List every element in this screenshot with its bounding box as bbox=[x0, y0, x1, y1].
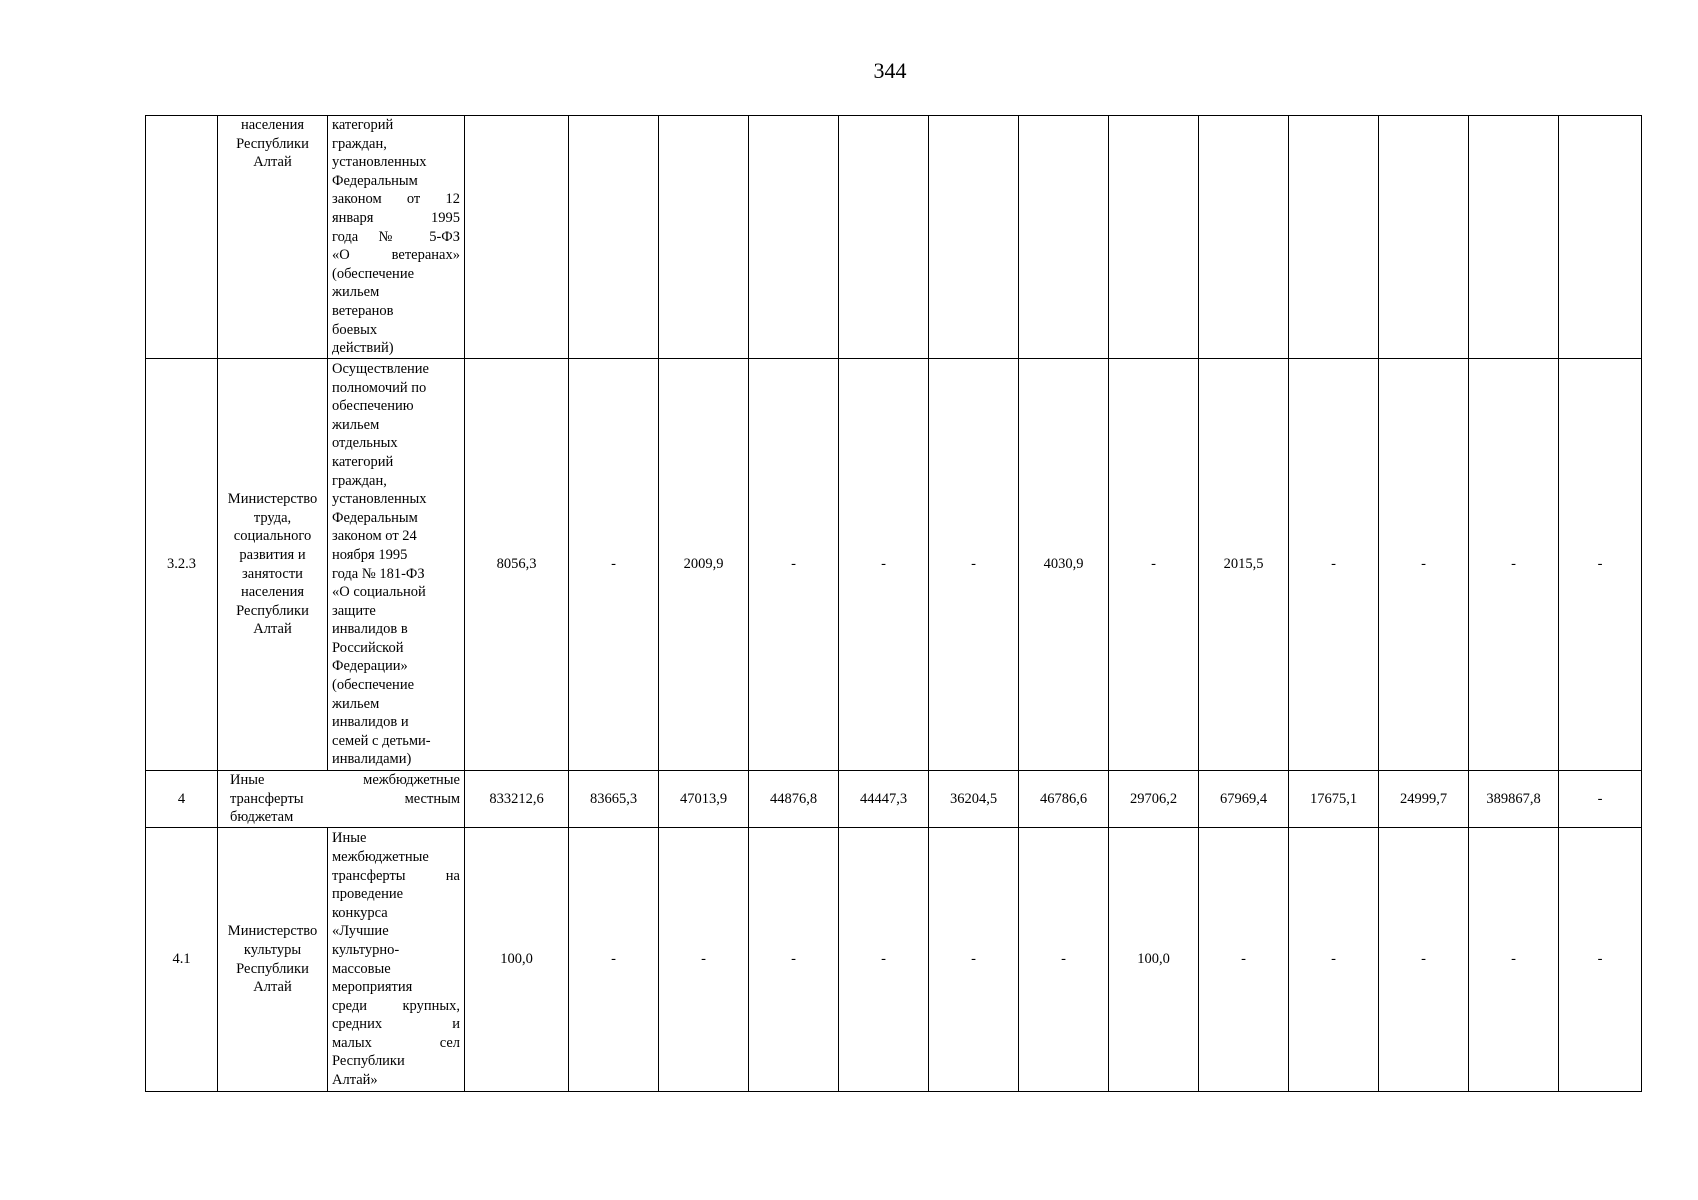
value-cell bbox=[659, 116, 749, 359]
description-line: культурно- bbox=[332, 941, 400, 958]
description-line: граждан, bbox=[332, 472, 387, 489]
value-cell: - bbox=[749, 359, 839, 771]
value-cell bbox=[1289, 116, 1379, 359]
value-cell: 833212,6 bbox=[465, 771, 569, 828]
row-number-cell: 4 bbox=[146, 771, 218, 828]
value-cell: 44447,3 bbox=[839, 771, 929, 828]
value-cell: - bbox=[569, 828, 659, 1092]
description-line: законом от 24 bbox=[332, 528, 417, 545]
description-line: жильем bbox=[332, 284, 380, 301]
value-cell: - bbox=[749, 828, 839, 1092]
description-line: инвалидов в bbox=[332, 621, 408, 638]
organization-cell: Министерство культуры Республики Алтай bbox=[218, 828, 328, 1092]
description-line: года № 181-ФЗ bbox=[332, 565, 425, 582]
description-line: жильем bbox=[332, 416, 380, 433]
value-cell bbox=[1559, 116, 1642, 359]
description-line: (обеспечение bbox=[332, 677, 415, 694]
value-cell bbox=[929, 116, 1019, 359]
description-line: действий) bbox=[332, 340, 394, 357]
description-line: трансферты на bbox=[332, 867, 460, 884]
value-cell: - bbox=[1469, 359, 1559, 771]
value-cell bbox=[1109, 116, 1199, 359]
value-cell: - bbox=[1559, 359, 1642, 771]
description-line: бюджетам bbox=[230, 809, 294, 826]
description-line: «О ветеранах» bbox=[332, 247, 460, 264]
value-cell: - bbox=[1289, 828, 1379, 1092]
description-line: Осуществление bbox=[332, 360, 429, 377]
value-cell bbox=[839, 116, 929, 359]
value-cell: - bbox=[659, 828, 749, 1092]
value-cell: - bbox=[929, 359, 1019, 771]
description-line: категорий bbox=[332, 117, 394, 133]
description-line: мероприятия bbox=[332, 979, 413, 996]
value-cell: - bbox=[1289, 359, 1379, 771]
value-cell: - bbox=[1559, 771, 1642, 828]
description-line: установленных bbox=[332, 491, 427, 508]
description-line: Иные межбюджетные bbox=[230, 772, 460, 789]
description-line: конкурса bbox=[332, 904, 388, 921]
description-line: полномочий по bbox=[332, 379, 427, 396]
description-line: категорий bbox=[332, 453, 394, 470]
description-line: ветеранов bbox=[332, 302, 394, 319]
description-line: (обеспечение bbox=[332, 265, 415, 282]
budget-table bbox=[145, 115, 1642, 1092]
description-line: отдельных bbox=[332, 435, 398, 452]
description-line: Республики bbox=[332, 1053, 405, 1070]
description-line: Иные bbox=[332, 830, 367, 847]
value-cell: 2015,5 bbox=[1199, 359, 1289, 771]
value-cell: 4030,9 bbox=[1019, 359, 1109, 771]
description-line: Алтай» bbox=[332, 1072, 378, 1089]
description-line: Федерации» bbox=[332, 658, 408, 675]
description-line: инвалидов и bbox=[332, 714, 409, 731]
value-cell: 29706,2 bbox=[1109, 771, 1199, 828]
description-line: проведение bbox=[332, 886, 404, 903]
value-cell: 389867,8 bbox=[1469, 771, 1559, 828]
description-line: межбюджетные bbox=[332, 848, 429, 865]
value-cell: - bbox=[1559, 828, 1642, 1092]
value-cell: - bbox=[839, 359, 929, 771]
description-line: Российской bbox=[332, 639, 404, 656]
table-row bbox=[146, 828, 1642, 1092]
value-cell: 100,0 bbox=[1109, 828, 1199, 1092]
value-cell bbox=[1019, 116, 1109, 359]
description-line: средних и bbox=[332, 1016, 460, 1033]
description-line: массовые bbox=[332, 960, 391, 977]
description-line: «О социальной bbox=[332, 584, 426, 601]
description-line: Федеральным bbox=[332, 509, 418, 526]
value-cell bbox=[749, 116, 839, 359]
value-cell: - bbox=[1199, 828, 1289, 1092]
description-line: января 1995 bbox=[332, 209, 460, 226]
value-cell: 67969,4 bbox=[1199, 771, 1289, 828]
value-cell: - bbox=[569, 359, 659, 771]
description-line: «Лучшие bbox=[332, 923, 389, 940]
value-cell: 24999,7 bbox=[1379, 771, 1469, 828]
organization-cell: Министерство труда, социального развития и занятости населения Республики Алтай bbox=[218, 359, 328, 771]
value-cell bbox=[569, 116, 659, 359]
description-line: жильем bbox=[332, 695, 380, 712]
value-cell: - bbox=[839, 828, 929, 1092]
value-cell bbox=[1379, 116, 1469, 359]
description-cell bbox=[328, 116, 465, 359]
description-cell bbox=[328, 828, 465, 1092]
description-line: года № 5-ФЗ bbox=[332, 228, 460, 245]
description-cell bbox=[328, 359, 465, 771]
value-cell: 83665,3 bbox=[569, 771, 659, 828]
page-number: 344 bbox=[873, 58, 907, 83]
value-cell bbox=[465, 116, 569, 359]
description-line: среди крупных, bbox=[332, 997, 460, 1014]
description-line: законом от 12 bbox=[332, 191, 460, 208]
value-cell: 47013,9 bbox=[659, 771, 749, 828]
description-line: защите bbox=[332, 602, 376, 619]
value-cell: - bbox=[929, 828, 1019, 1092]
description-line: обеспечению bbox=[332, 398, 414, 415]
value-cell: - bbox=[1019, 828, 1109, 1092]
value-cell: - bbox=[1469, 828, 1559, 1092]
value-cell: - bbox=[1109, 359, 1199, 771]
row-number-cell: 3.2.3 bbox=[146, 359, 218, 771]
value-cell: - bbox=[1379, 828, 1469, 1092]
row-number-cell: 4.1 bbox=[146, 828, 218, 1092]
description-line: Федеральным bbox=[332, 172, 418, 189]
value-cell: 17675,1 bbox=[1289, 771, 1379, 828]
organization-cell: населения Республики Алтай bbox=[218, 116, 328, 359]
value-cell bbox=[1469, 116, 1559, 359]
description-line: установленных bbox=[332, 154, 427, 171]
value-cell: 46786,6 bbox=[1019, 771, 1109, 828]
value-cell bbox=[1199, 116, 1289, 359]
value-cell: 100,0 bbox=[465, 828, 569, 1092]
value-cell: 44876,8 bbox=[749, 771, 839, 828]
description-line: трансферты местным bbox=[230, 790, 460, 807]
description-line: семей с детьми- bbox=[332, 732, 431, 749]
value-cell: - bbox=[1379, 359, 1469, 771]
description-line: ноября 1995 bbox=[332, 546, 408, 563]
table-row bbox=[146, 359, 1642, 771]
description-cell bbox=[218, 771, 465, 828]
description-line: малых сел bbox=[332, 1034, 460, 1051]
table-row bbox=[146, 116, 1642, 359]
row-number-cell bbox=[146, 116, 218, 359]
description-line: граждан, bbox=[332, 135, 387, 152]
value-cell: 8056,3 bbox=[465, 359, 569, 771]
description-line: боевых bbox=[332, 321, 378, 338]
description-line: инвалидами) bbox=[332, 751, 412, 768]
value-cell: 36204,5 bbox=[929, 771, 1019, 828]
value-cell: 2009,9 bbox=[659, 359, 749, 771]
table-row bbox=[146, 771, 1642, 828]
